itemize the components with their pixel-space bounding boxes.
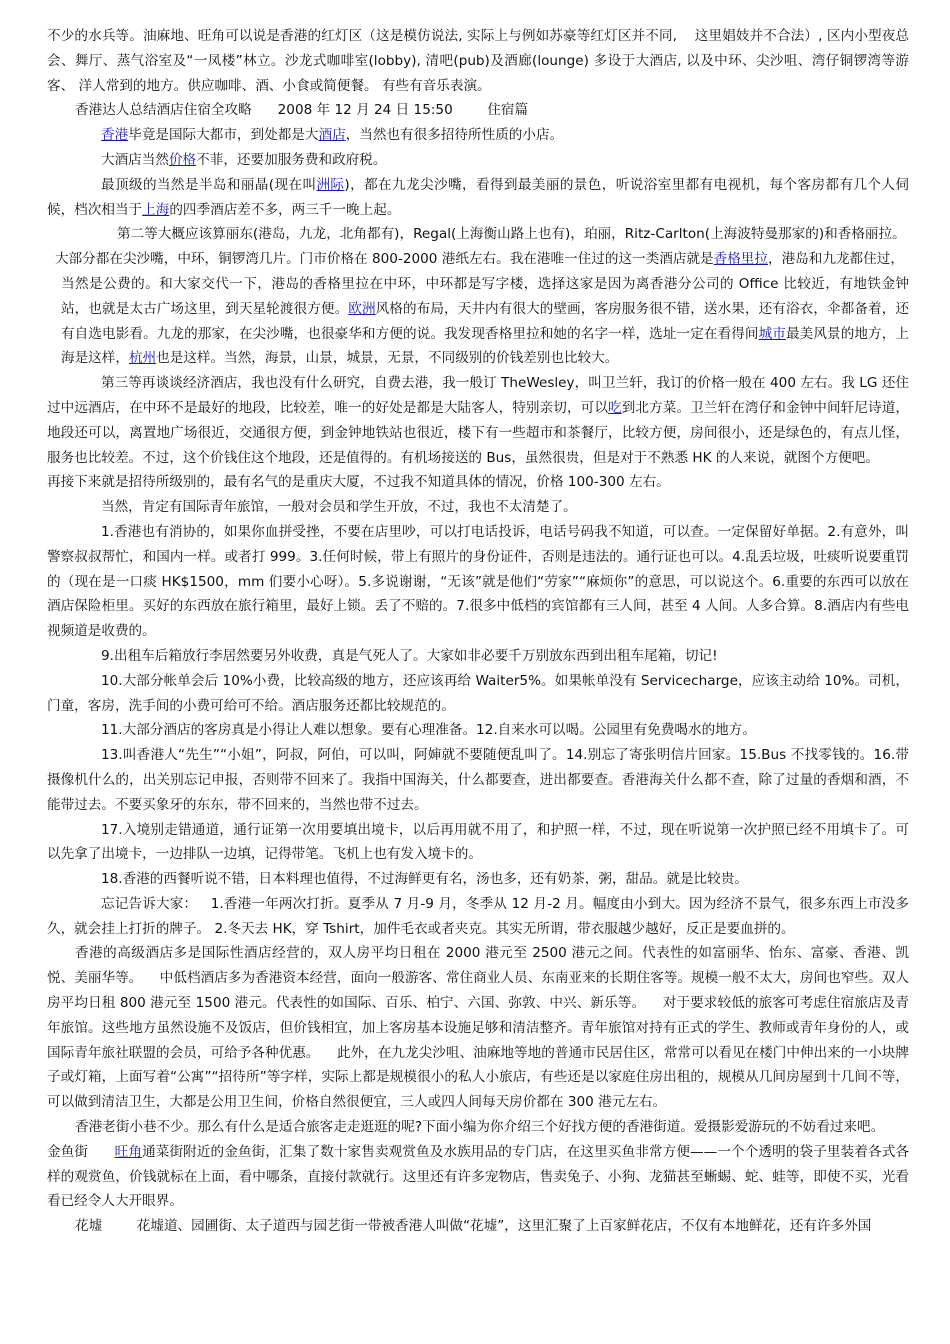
text-link[interactable]: 欧洲	[348, 300, 376, 317]
paragraph	[47, 222, 909, 247]
text-run: 香港的高级酒店多是国际性酒店经营的，双人房平均日租在 2000 港元至 2500 港元之间。代表性的如富丽华、怡东、富豪、香港、凯悦、美丽华等。 中低档酒店多为香港资本经营，面向一般游客、常住商业人员、东南亚来的长期住客等。规模一般不太大，房间也窄些。双人房平均日租 800 港元至 1500 港元。代表性的如国际、百乐、柏宁、六国、弥敦、中兴、新乐等。 对于要求较低的旅客可考虑住宿旅店及青年旅馆。这些地方虽然设施不及饭店，但价钱相宜，加上客房基本设施足够和清洁整齐。青年旅馆对持有正式的学生、教师或青年身份的人，或国际青年旅社联盟的会员，可给予各种优惠。 此外，在九龙尖沙咀、油麻地等地的普通市民居住区，常常可以看见在楼门中伸出来的一小块牌子或灯箱，上面写着“公寓”“招待所”等字样，实际上都是规模很小的私人小旅店，有些还是以家庭住房出租的，规模从几间房屋到十几间不等，可以做到清洁卫生，大都是公用卫生间，价格自然很便宜，三人或四人间每天房价都在 300 港元左右。	[47, 945, 909, 1111]
text-run: 10.大部分帐单会后 10%小费，比较高级的地方，还应该再给 Waiter5%。如果帐单没有 Servicecharge，应该主动给 10%。司机，门童，客房，洗手间的小费可给可不给。酒店服务还都比较规范的。	[47, 672, 909, 714]
text-run: 最顶级的当然是半岛和丽晶(现在叫	[101, 176, 317, 193]
paragraph	[47, 743, 909, 817]
text-run: 第三等再谈谈经济酒店，我也没有什么研究，自费去港，我一般订 TheWesley，叫卫兰轩，我订的价格一般在 400 左右。我 LG 还住过中远酒店，在中环不是最好的地段，比较差，唯一的好处是都是大陆客人，特别亲切，可以	[47, 375, 909, 416]
paragraph	[47, 818, 909, 868]
text-link[interactable]: 酒店	[318, 127, 346, 144]
paragraph	[47, 718, 909, 743]
text-link[interactable]: 城市	[758, 325, 786, 342]
text-run: 香港达人总结酒店住宿全攻略 2008 年 12 月 24 日 15:50 住宿篇	[75, 102, 529, 119]
text-link[interactable]: 香港	[101, 127, 129, 144]
text-run: 的四季酒店差不多，两三千一晚上起。	[169, 201, 401, 218]
text-run: 金鱼街	[47, 1143, 115, 1160]
text-run: 不菲，还要加服务费和政府税。	[196, 151, 387, 168]
paragraph	[47, 272, 909, 371]
paragraph	[47, 1214, 909, 1239]
text-run: 当然，肯定有国际青年旅馆，一般对会员和学生开放，不过，我也不太清楚了。	[101, 499, 577, 516]
text-run: 1.香港也有消协的，如果你血拼受挫，不要在店里吵，可以打电话投诉，电话号码我不知道，可以查。一定保留好单据。2.有意外，叫警察叔叔帮忙，和国内一样。或者打 999。3.任何时候，带上有照片的身份证件，否则是违法的。通行证也可以。4.乱丢垃圾，吐痰听说要重罚的（现在是一口痰 HK$1500，mm 们要小心呀）。5.多说谢谢，“无该”就是他们“劳家”“麻烦你”的意思，可以说这个。6.重要的东西可以放在酒店保险柜里。买好的东西放在旅行箱里，最好上锁。丢了不赔的。7.很多中低档的宾馆都有三人间，甚至 4 人间。人多合算。8.酒店内有些电视频道是收费的。	[47, 523, 909, 640]
text-run: 不少的水兵等。油麻地、旺角可以说是香港的红灯区（这是模仿说法, 实际上与例如苏豪等红灯区并不同, 这里娼妓并不合法）, 区内小型夜总会、舞厅、蒸气浴室及“一凤楼”林立。沙龙式咖啡室(lobby), 清吧(pub)及酒廊(lounge) 多设于大酒店, 以及中环、尖沙咀、湾仔铜锣湾等游客、 洋人常到的地方。供应咖啡、酒、小食或简便餐。 有些有音乐表演。	[47, 28, 909, 94]
text-link[interactable]: 上海	[142, 201, 170, 218]
text-run: 11.大部分酒店的客房真是小得让人难以想象。要有心理准备。12.自来水可以喝。公园里有免费喝水的地方。	[101, 722, 756, 739]
paragraph	[47, 644, 909, 669]
text-run: 风格的布局，天井内有很大的壁画，客房服务很不错，送水果，还有浴衣，伞都备着，还有自选电影看。九龙的那家，在尖沙嘴，也很豪华和方便的说。我发现香格里拉和她的名字一样，选址一定在看得间	[61, 300, 910, 342]
document-page	[47, 24, 909, 1239]
text-run: 17.入境别走错通道，通行证第一次用要填出境卡，以后再用就不用了，和护照一样，不过，现在听说第一次护照已经不用填卡了。可以先拿了出境卡，一边排队一边填，记得带笔。飞机上也有发入境卡的。	[47, 821, 909, 863]
paragraph	[47, 669, 909, 719]
paragraph	[47, 24, 909, 98]
text-run: 忘记告诉大家： 1.香港一年两次打折。夏季从 7 月-9 月，冬季从 12 月-2 月。幅度由小到大。因为经济不景气，很多东西上市没多久，就会挂上打折的牌子。 2.冬天去 HK，穿 Tshirt，加件毛衣或者夹克。其实无所谓，带衣服越少越好，反正是要血拼的。	[47, 895, 909, 937]
paragraph	[47, 941, 909, 1115]
text-run: )，都在九龙尖沙嘴，看得到最美丽的景色，听说浴室里都有电视机，每个客房都有几个人伺候，档次相当于	[47, 176, 909, 218]
paragraph	[47, 98, 909, 123]
paragraph	[47, 495, 909, 520]
text-run: 13.叫香港人“先生”“小姐”，阿叔，阿伯，可以叫，阿婶就不要随便乱叫了。14.别忘了寄张明信片回家。15.Bus 不找零钱的。16.带摄像机什么的，出关别忘记申报，否则带不回来了。我指中国海关，什么都要查，进出都要查。香港海关什么都不查，除了过量的香烟和酒，不能带过去。不要买象牙的东东，带不回来的，当然也带不过去。	[47, 747, 909, 813]
text-run: ，当然也有很多招待所性质的小店。	[345, 127, 564, 144]
text-run: 毕竟是国际大都市，到处都是大	[128, 127, 319, 144]
text-run: 香港老街小巷不少。那么有什么是适合旅客走走逛逛的呢?下面小编为你介绍三个好找方便的香港街道。爱摄影爱游玩的不妨看过来吧。	[75, 1119, 885, 1136]
text-run: 18.香港的西餐听说不错，日本料理也值得，不过海鲜更有名，汤也多，还有奶茶，粥，甜品。就是比较贵。	[101, 871, 748, 888]
paragraph	[47, 247, 909, 272]
text-run: 通菜街附近的金鱼街，汇集了数十家售卖观赏鱼及水族用品的专门店，在这里买鱼非常方便——一个个透明的袋子里装着各式各样的观赏鱼，价钱就标在上面，看中哪条，直接付款就行。这里还有许多宠物店，售卖兔子、小狗、龙猫甚至蜥蜴、蛇、蛙等，即使不买，光看看已经令人大开眼界。	[47, 1143, 909, 1210]
paragraph	[47, 371, 909, 470]
text-link[interactable]: 香格里拉	[713, 251, 768, 268]
text-run: 也是这样。当然，海景，山景，城景，无景，不同级别的价钱差别也比较大。	[156, 350, 619, 367]
paragraph	[47, 1140, 909, 1214]
paragraph	[47, 123, 909, 148]
text-link[interactable]: 吃	[608, 399, 622, 416]
paragraph	[47, 892, 909, 942]
paragraph	[47, 867, 909, 892]
text-link[interactable]: 杭州	[128, 350, 157, 367]
text-link[interactable]: 洲际	[316, 176, 345, 193]
text-run: 大酒店当然	[101, 151, 169, 168]
text-link[interactable]: 价格	[168, 151, 197, 168]
text-run: ，港岛和九龙都住过，	[768, 251, 904, 268]
text-run: 到北方菜。卫兰轩在湾仔和金钟中间轩尼诗道，地段还可以，离置地广场很近，交通很方便，到金钟地铁站也很近，楼下有一些超市和茶餐厅，比较方便，房间很小，还是绿色的，有点儿怪，服务也比较差。不过，这个价钱住这个地段，还是值得的。有机场接送的 Bus，虽然很贵，但是对于不熟悉 HK 的人来说，就图个方便吧。	[47, 399, 910, 466]
text-run: 大部分都在尖沙嘴，中环，铜锣湾几片。门市价格在 800-2000 港纸左右。我在港唯一住过的这一类酒店就是	[55, 251, 714, 268]
text-link[interactable]: 旺角	[114, 1143, 143, 1160]
text-run: 9.出租车后箱放行李居然要另外收费，真是气死人了。大家如非必要千万别放东西到出租车尾箱，切记!	[101, 647, 718, 664]
paragraph	[47, 470, 909, 495]
paragraph	[47, 520, 909, 644]
text-run: 最美风景的地方，上海是这样，	[61, 325, 910, 367]
text-run: 当然是公费的。和大家交代一下，港岛的香格里拉在中环，中环都是写字楼，选择这家是因为离香港分公司的 Office 比较近，有地铁金钟站，也就是太古广场这里，到天星轮渡很方便。	[61, 275, 909, 317]
paragraph	[47, 148, 909, 173]
paragraph	[47, 173, 909, 223]
text-run: 第二等大概应该算丽东(港岛，九龙，北角都有)，Regal(上海衡山路上也有)，珀丽，Ritz-Carlton(上海波特曼那家的)和香格丽拉。	[117, 226, 906, 243]
paragraph	[47, 1115, 909, 1140]
text-run: 再接下来就是招待所级别的，最有名气的是重庆大厦，不过我不知道具体的情况，价格 100-300 左右。	[47, 474, 670, 491]
text-run: 花墟 花墟道、园圃街、太子道西与园艺街一带被香港人叫做“花墟”，这里汇聚了上百家鲜花店，不仅有本地鲜花，还有许多外国	[75, 1218, 872, 1235]
